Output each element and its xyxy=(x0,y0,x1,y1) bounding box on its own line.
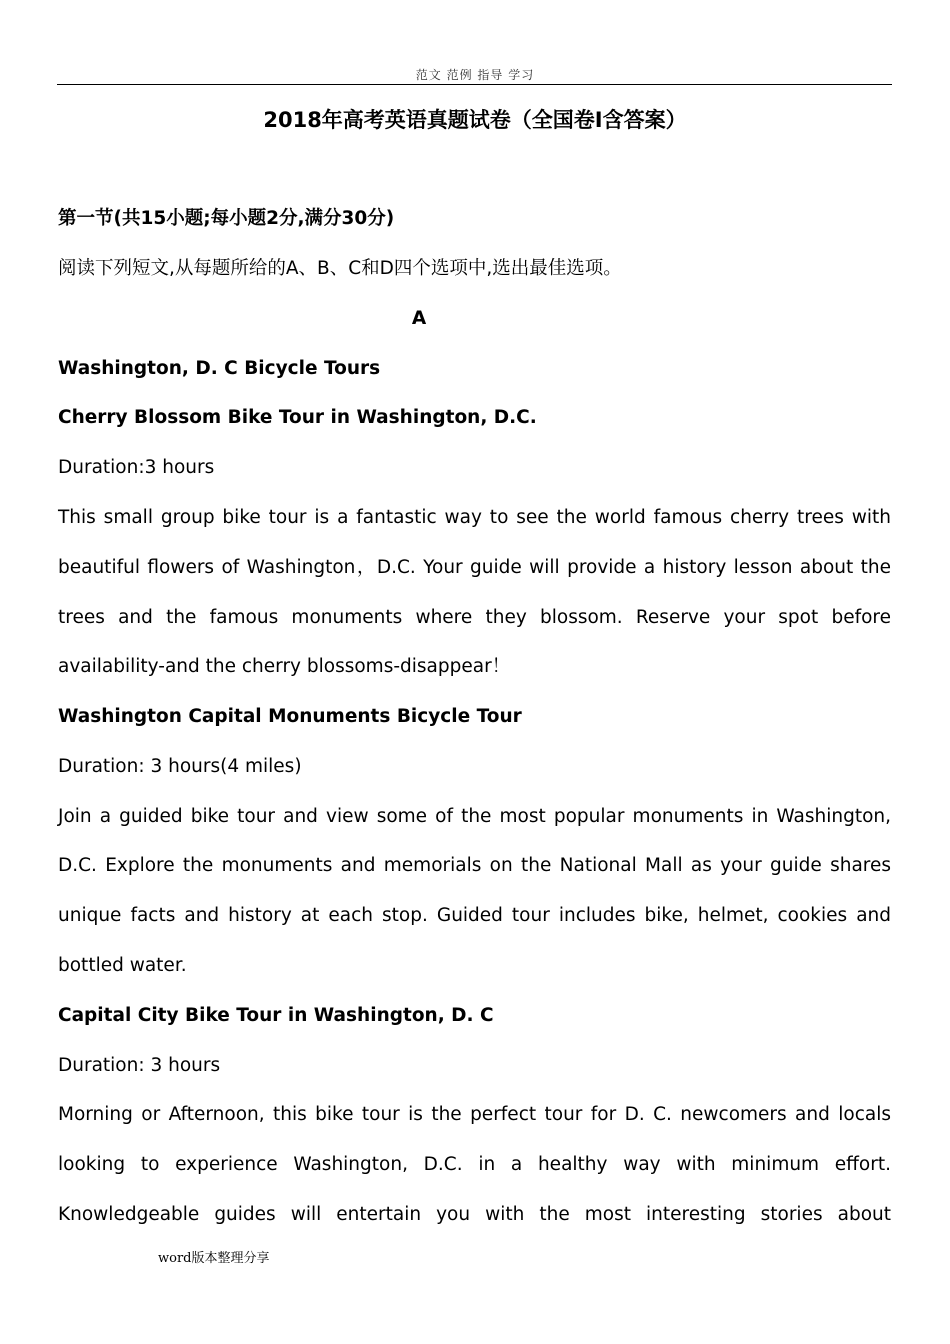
part-label: A xyxy=(411,308,427,329)
section-heading: 第一节(共15小题;每小题2分,满分30分) xyxy=(58,208,395,229)
tour1-line-4: availability-and the cherry blossoms-disappear！ xyxy=(58,656,511,677)
header-rule xyxy=(57,84,892,85)
tour3-duration: Duration: 3 hours xyxy=(58,1055,221,1076)
tour2-line-1: Join a guided bike tour and view some of the most popular monuments in Washington, xyxy=(58,806,891,827)
tour3-title: Capital City Bike Tour in Washington, D. C xyxy=(58,1005,494,1026)
tour1-line-1: This small group bike tour is a fantastic way to see the world famous cherry trees with xyxy=(58,507,891,528)
tour2-line-4: bottled water. xyxy=(58,955,187,976)
tour3-line-1: Morning or Afternoon, this bike tour is the perfect tour for D. C. newcomers and locals xyxy=(58,1104,891,1125)
page-header-text: 范文 范例 指导 学习 xyxy=(415,68,535,82)
tour1-duration: Duration:3 hours xyxy=(58,457,215,478)
tour1-title: Cherry Blossom Bike Tour in Washington, D.C. xyxy=(58,407,537,428)
tour3-line-2: looking to experience Washington, D.C. in a healthy way with minimum effort. xyxy=(58,1154,891,1175)
document-title: 2018年高考英语真题试卷（全国卷Ⅰ含答案） xyxy=(263,108,687,132)
article-main-title: Washington, D. C Bicycle Tours xyxy=(58,358,381,379)
tour2-duration: Duration: 3 hours(4 miles) xyxy=(58,756,302,777)
tour2-line-2: D.C. Explore the monuments and memorials on the National Mall as your guide shares xyxy=(58,855,891,876)
page-footer-text: word版本整理分享 xyxy=(158,1251,270,1266)
tour2-line-3: unique facts and history at each stop. Guided tour includes bike, helmet, cookies and xyxy=(58,905,891,926)
tour2-title: Washington Capital Monuments Bicycle Tour xyxy=(58,706,522,727)
tour1-line-2: beautiful flowers of Washington，D.C. Your guide will provide a history lesson about the xyxy=(58,557,891,578)
tour3-line-3: Knowledgeable guides will entertain you with the most interesting stories about xyxy=(58,1204,891,1225)
section-instructions: 阅读下列短文,从每题所给的A、B、C和D四个选项中,选出最佳选项。 xyxy=(58,258,622,279)
tour1-line-3: trees and the famous monuments where they blossom. Reserve your spot before xyxy=(58,607,891,628)
